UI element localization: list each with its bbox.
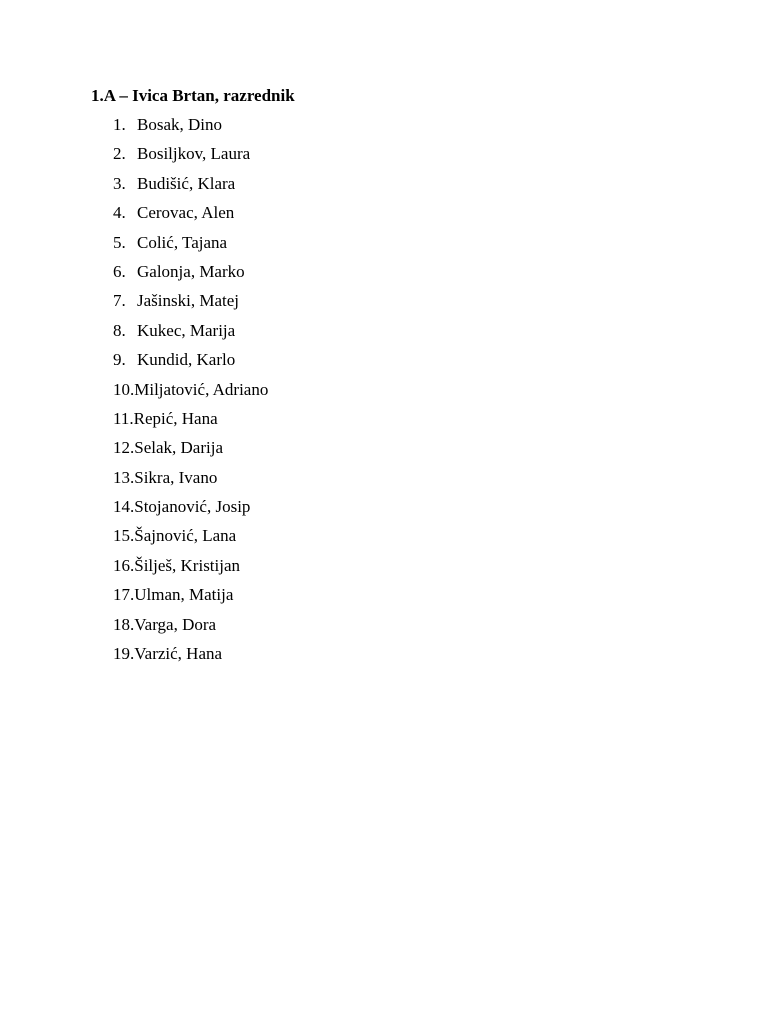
student-name: Varga, Dora [134, 614, 217, 634]
student-name: Varzić, Hana [134, 644, 223, 664]
list-item [113, 526, 268, 555]
list-item [113, 262, 268, 291]
student-name: Sikra, Ivano [134, 467, 218, 487]
list-item [113, 291, 268, 320]
list-item [113, 203, 268, 232]
item-number: 1. [113, 115, 126, 134]
student-list [113, 115, 268, 673]
list-item [113, 556, 268, 585]
student-name: Galonja, Marko [137, 261, 245, 281]
item-number: 16. [113, 555, 135, 575]
list-item [113, 115, 268, 144]
student-name: Jašinski, Matej [137, 291, 239, 311]
list-item [113, 585, 268, 614]
item-number: 18. [113, 614, 135, 634]
list-item [113, 644, 268, 673]
item-number: 11. [113, 408, 134, 428]
list-item [113, 174, 268, 203]
list-item [113, 350, 268, 379]
item-number: 13. [113, 467, 135, 487]
list-item [113, 409, 268, 438]
item-number: 5. [113, 232, 126, 252]
item-number: 15. [113, 526, 135, 546]
class-heading: 1.A – Ivica Brtan, razrednik [91, 86, 295, 105]
student-name: Kukec, Marija [137, 320, 236, 340]
list-item [113, 380, 268, 409]
student-name: Šajnović, Lana [134, 526, 237, 546]
student-name: Colić, Tajana [137, 232, 228, 252]
student-name: Selak, Darija [134, 438, 223, 458]
student-name: Miljatović, Adriano [134, 379, 269, 399]
list-item [113, 144, 268, 173]
student-name: Bosak, Dino [137, 115, 222, 134]
list-item [113, 497, 268, 526]
item-number: 12. [113, 438, 135, 458]
list-item [113, 233, 268, 262]
student-name: Ulman, Matija [134, 585, 234, 605]
student-name: Bosiljkov, Laura [137, 144, 251, 164]
item-number: 7. [113, 291, 126, 311]
item-number: 6. [113, 261, 126, 281]
item-number: 17. [113, 585, 135, 605]
item-number: 19. [113, 644, 135, 664]
student-name: Cerovac, Alen [137, 203, 235, 223]
item-number: 14. [113, 497, 135, 517]
list-item [113, 321, 268, 350]
item-number: 8. [113, 320, 126, 340]
item-number: 10. [113, 379, 135, 399]
list-item [113, 468, 268, 497]
item-number: 2. [113, 144, 126, 164]
student-name: Kundid, Karlo [137, 350, 236, 370]
item-number: 3. [113, 173, 126, 193]
student-name: Stojanović, Josip [134, 497, 251, 517]
list-item [113, 438, 268, 467]
item-number: 9. [113, 350, 126, 370]
student-name: Repić, Hana [133, 408, 218, 428]
item-number: 4. [113, 203, 126, 223]
list-item [113, 615, 268, 644]
student-name: Budišić, Klara [137, 173, 236, 193]
student-name: Šilješ, Kristijan [134, 555, 241, 575]
